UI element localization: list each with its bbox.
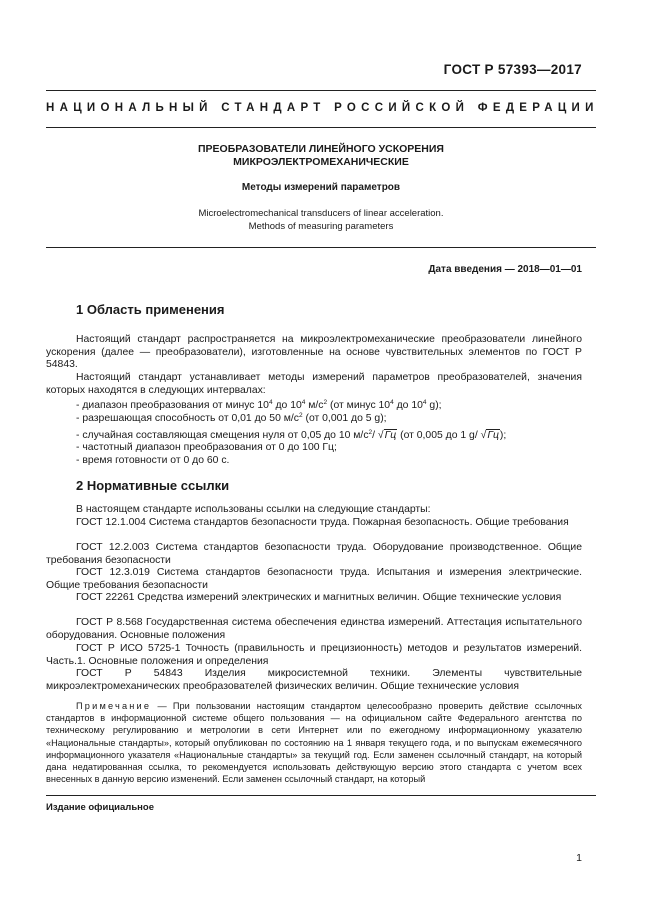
standard-banner: НАЦИОНАЛЬНЫЙ СТАНДАРТ РОССИЙСКОЙ ФЕДЕРАЦИИ: [46, 102, 599, 114]
document-code: ГОСТ Р 57393—2017: [443, 62, 582, 77]
sqrt-icon: √Гц: [377, 430, 397, 441]
reference-item: ГОСТ 12.3.019 Система стандартов безопасности труда. Испытания и измерения электрические. Общие требования безопасности: [46, 567, 582, 591]
banner-rule: [46, 127, 596, 128]
page-number: 1: [576, 852, 582, 864]
section2-heading: 2 Нормативные ссылки: [76, 478, 230, 493]
title-en-line2: Methods of measuring parameters: [248, 221, 394, 232]
title-rule: [46, 247, 596, 248]
section1-heading: 1 Область применения: [76, 302, 225, 317]
reference-item: ГОСТ Р 8.568 Государственная система обеспечения единства измерений. Аттестация испытательного оборудования. Основные положения: [46, 617, 582, 641]
title-ru-line2: МИКРОЭЛЕКТРОМЕХАНИЧЕСКИЕ: [233, 156, 409, 168]
title-ru-subtitle: Методы измерений параметров: [241, 182, 401, 193]
edition-label: Издание официальное: [46, 802, 154, 813]
top-rule: [46, 90, 596, 91]
list-item-frequency: - частотный диапазон преобразования от 0 до 100 Гц;: [76, 442, 337, 453]
introduction-date: Дата введения — 2018—01—01: [428, 264, 582, 275]
title-ru-line1: ПРЕОБРАЗОВАТЕЛИ ЛИНЕЙНОГО УСКОРЕНИЯ: [198, 143, 444, 155]
section2-intro: В настоящем стандарте использованы ссылки на следующие стандарты:: [76, 504, 431, 515]
list-item-readiness: - время готовности от 0 до 60 с.: [76, 455, 230, 466]
section1-paragraph1: Настоящий стандарт распространяется на микроэлектромеханические преобразователи линейного ускорения (далее — преобразователи), изготовленные на основе чувствительных элементов по ГОСТ Р 54843.: [46, 334, 582, 371]
reference-item: ГОСТ Р 54843 Изделия микросистемной техники. Элементы чувствительные микроэлектромеханических преобразователей физических величин. Общие технические условия: [46, 668, 582, 692]
footer-rule: [46, 795, 596, 796]
sqrt-icon: √Гц: [480, 430, 499, 441]
list-item-range: - диапазон преобразования от минус $10^4$ до $10^4$ $м/с^2$ (от минус $10^4$ до $10^4$ g);: [76, 399, 442, 411]
title-en-line1: Microelectromechanical transducers of linear acceleration.: [198, 208, 444, 219]
reference-item: ГОСТ 22261 Средства измерений электрических и магнитных величин. Общие технические условия: [76, 592, 562, 603]
reference-item: ГОСТ 12.1.004 Система стандартов безопасности труда. Пожарная безопасность. Общие требования: [76, 517, 569, 528]
note-label: Примечание: [76, 701, 152, 711]
reference-item: ГОСТ Р ИСО 5725-1 Точность (правильность и прецизионность) методов и результатов измерений. Часть.1. Основные положения и определения: [46, 643, 582, 667]
section1-paragraph2: Настоящий стандарт устанавливает методы измерений параметров преобразователей, значения которых находятся в следующих интервалах:: [46, 372, 582, 396]
note-paragraph: Примечание — При пользовании настоящим стандартом целесообразно проверить действие ссылочных стандартов в информационной системе общего пользования — на официальном сайте Федерального агентства по техническому регулированию и метрологии в сети Интернет или по ежегодному информационному указателю «Национальные стандарты», который опубликован по состоянию на 1 января текущего года, и по выпускам ежемесячного информационного указателя «Национальные стандарты» за текущий год. Если заменен ссылочный стандарт, на который дана недатированная ссылка, то рекомендуется использовать действующую версию этого стандарта с учетом всех внесенных в данную версию изменений. Если заменен ссылочный стандарт, на который: [46, 701, 582, 785]
reference-item: ГОСТ 12.2.003 Система стандартов безопасности труда. Оборудование производственное. Общие требования безопасности: [46, 542, 582, 566]
list-item-bias: - случайная составляющая смещения нуля от 0,05 до 10 $м/с^2/$ √Гц (от 0,005 до 1 g/ √Гц);: [76, 429, 507, 441]
list-item-resolution: - разрешающая способность от 0,01 до 50 $м/с^2$ (от 0,001 до 5 g);: [76, 412, 387, 424]
